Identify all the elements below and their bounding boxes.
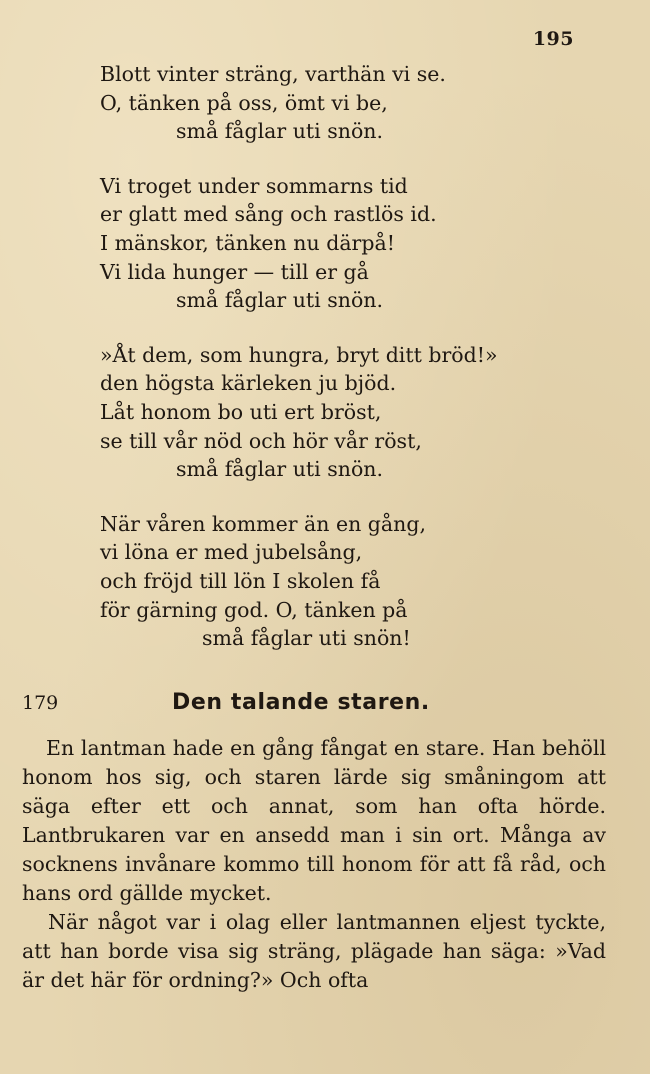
poem-line: Låt honom bo uti ert bröst, (100, 399, 382, 424)
story-paragraph: När något var i olag eller lantmannen eljest tyckte, att han borde visa sig sträng, plägade han säga: »Vad är det här för ordning?» Och ofta (22, 910, 606, 992)
poem-line: för gärning god. O, tänken på (100, 597, 408, 622)
story-title: Den talande staren. (172, 690, 430, 715)
poem-refrain: små fåglar uti snön. (176, 457, 384, 482)
poem-line: och fröjd till lön I skolen få (100, 568, 381, 593)
poem-line: O, tänken på oss, ömt vi be, (100, 90, 388, 115)
poem-refrain: små fåglar uti snön. (176, 119, 384, 144)
story-number: 179 (22, 692, 59, 714)
story-text (22, 734, 606, 995)
story-header (22, 690, 612, 720)
poem-line: er glatt med sång och rastlös id. (100, 202, 437, 227)
poem-line: Vi lida hunger — till er gå (100, 259, 369, 284)
story-paragraph: En lantman hade en gång fångat en stare. Han behöll honom hos sig, och staren lärde sig småningom att säga efter ett och annat, som han ofta hörde. Lantbrukaren var en ansedd man i sin ort. Många av socknens invånare kommo till honom för att få råd, och hans ord gällde mycket. (22, 736, 606, 905)
page-number: 195 (532, 28, 574, 50)
poem-line: se till vår nöd och hör vår röst, (100, 428, 422, 453)
poem-line: den högsta kärleken ju bjöd. (100, 371, 397, 396)
poem-stanza-4 (100, 510, 570, 653)
poem-stanza-2 (100, 172, 570, 315)
poem-refrain: små fåglar uti snön! (202, 626, 411, 651)
poem-stanza-3 (100, 341, 570, 484)
poem (100, 60, 570, 679)
poem-line: I mänskor, tänken nu därpå! (100, 230, 395, 255)
poem-line: Vi troget under sommarns tid (100, 173, 408, 198)
poem-refrain: små fåglar uti snön. (176, 288, 384, 313)
poem-line: »Åt dem, som hungra, bryt ditt bröd!» (100, 342, 498, 367)
poem-line: vi löna er med jubelsång, (100, 540, 363, 565)
poem-line: Blott vinter sträng, varthän vi se. (100, 62, 446, 86)
poem-stanza-1 (100, 60, 570, 146)
poem-line: När våren kommer än en gång, (100, 511, 426, 536)
